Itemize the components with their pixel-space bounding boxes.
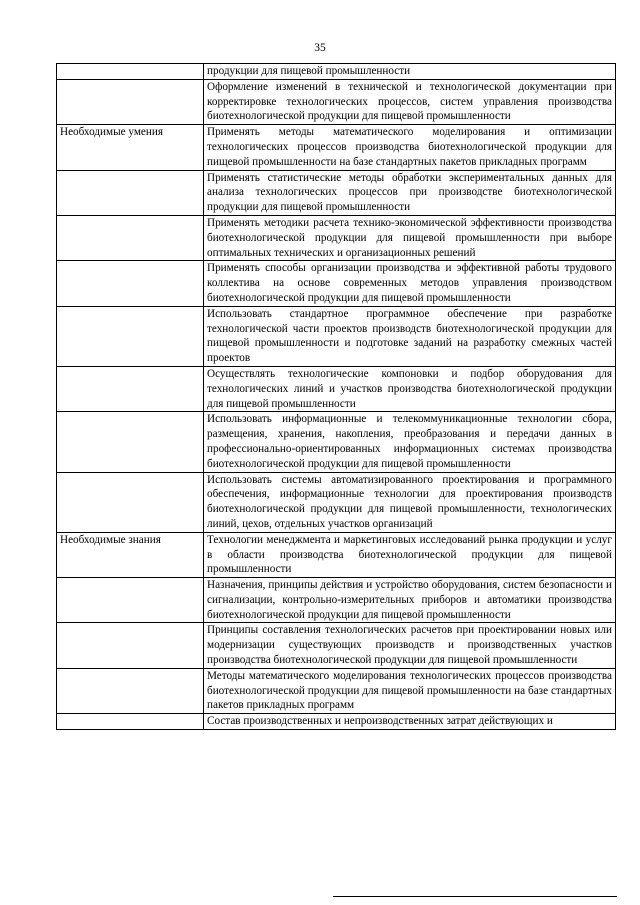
table-row bbox=[57, 306, 616, 366]
row-text: Осуществлять технологические компоновки и подбор оборудования для технологических линий и участков производства биотехнологической продукции для пищевой промышленности bbox=[204, 366, 616, 411]
row-label bbox=[57, 623, 204, 668]
row-text: Применять методики расчета технико-экономической эффективности производства биотехнологической продукции для пищевой промышленности при выборе оптимальных технических и организационных решений bbox=[204, 215, 616, 260]
table-row bbox=[57, 532, 616, 577]
row-text: Использовать информационные и телекоммуникационные технологии сбора, размещения, хранения, накопления, преобразования и передачи данных в профессионально-ориентированных информационных системах производства биотехнологической продукции для пищевой промышленности bbox=[204, 412, 616, 472]
row-label bbox=[57, 64, 204, 80]
row-text: Технологии менеджмента и маркетинговых исследований рынка продукции и услуг в области производства биотехнологической продукции для пищевой промышленности bbox=[204, 532, 616, 577]
table-row bbox=[57, 79, 616, 124]
row-label: Необходимые знания bbox=[57, 532, 204, 577]
row-text: Принципы составления технологических расчетов при проектировании новых или модернизации существующих производств и производственных участков производства биотехнологической продукции для пищевой промышленности bbox=[204, 623, 616, 668]
table-row bbox=[57, 366, 616, 411]
row-text: Состав производственных и непроизводственных затрат действующих и bbox=[204, 714, 616, 730]
row-label bbox=[57, 714, 204, 730]
row-text: Назначения, принципы действия и устройство оборудования, систем безопасности и сигнализации, контрольно-измерительных приборов и автоматики производства биотехнологической продукции для пищевой промышленности bbox=[204, 578, 616, 623]
row-text: Использовать стандартное программное обеспечение при разработке технологической части проектов производств биотехнологической продукции для пищевой промышленности и подготовке заданий на разработку смежных частей проектов bbox=[204, 306, 616, 366]
row-text: Оформление изменений в технической и технологической документации при корректировке технологических процессов, систем управления производства биотехнологической продукции для пищевой промышленности bbox=[204, 79, 616, 124]
table-row bbox=[57, 215, 616, 260]
table-row bbox=[57, 472, 616, 532]
table-row bbox=[57, 668, 616, 713]
table-row bbox=[57, 578, 616, 623]
table-row bbox=[57, 261, 616, 306]
row-label bbox=[57, 261, 204, 306]
row-label bbox=[57, 170, 204, 215]
row-label bbox=[57, 215, 204, 260]
page-bottom-line bbox=[333, 896, 617, 897]
page-number: 35 bbox=[314, 42, 326, 54]
row-label: Необходимые умения bbox=[57, 125, 204, 170]
row-label bbox=[57, 412, 204, 472]
row-text: Методы математического моделирования технологических процессов производства биотехнологической продукции для пищевой промышленности на базе стандартных пакетов прикладных программ bbox=[204, 668, 616, 713]
row-label bbox=[57, 79, 204, 124]
competency-table bbox=[56, 63, 616, 730]
row-text: Применять статистические методы обработки экспериментальных данных для анализа технологических процессов при производстве биотехнологической продукции для пищевой промышленности bbox=[204, 170, 616, 215]
row-text: Применять способы организации производства и эффективной работы трудового коллектива на основе современных методов управления производством биотехнологической продукции для пищевой промышленности bbox=[204, 261, 616, 306]
row-text: Использовать системы автоматизированного проектирования и программного обеспечения, информационные технологии для проектирования производств биотехнологической продукции для пищевой промышленности, технологических линий, цехов, отдельных участков организаций bbox=[204, 472, 616, 532]
table-row bbox=[57, 125, 616, 170]
table-row bbox=[57, 412, 616, 472]
row-label bbox=[57, 472, 204, 532]
row-label bbox=[57, 366, 204, 411]
table-row bbox=[57, 64, 616, 80]
row-label bbox=[57, 306, 204, 366]
row-text: Применять методы математического моделирования и оптимизации технологических процессов производства биотехнологической продукции для пищевой промышленности на базе стандартных пакетов прикладных программ bbox=[204, 125, 616, 170]
table-row bbox=[57, 170, 616, 215]
row-label bbox=[57, 578, 204, 623]
row-label bbox=[57, 668, 204, 713]
table-row bbox=[57, 714, 616, 730]
table-row bbox=[57, 623, 616, 668]
row-text: продукции для пищевой промышленности bbox=[204, 64, 616, 80]
